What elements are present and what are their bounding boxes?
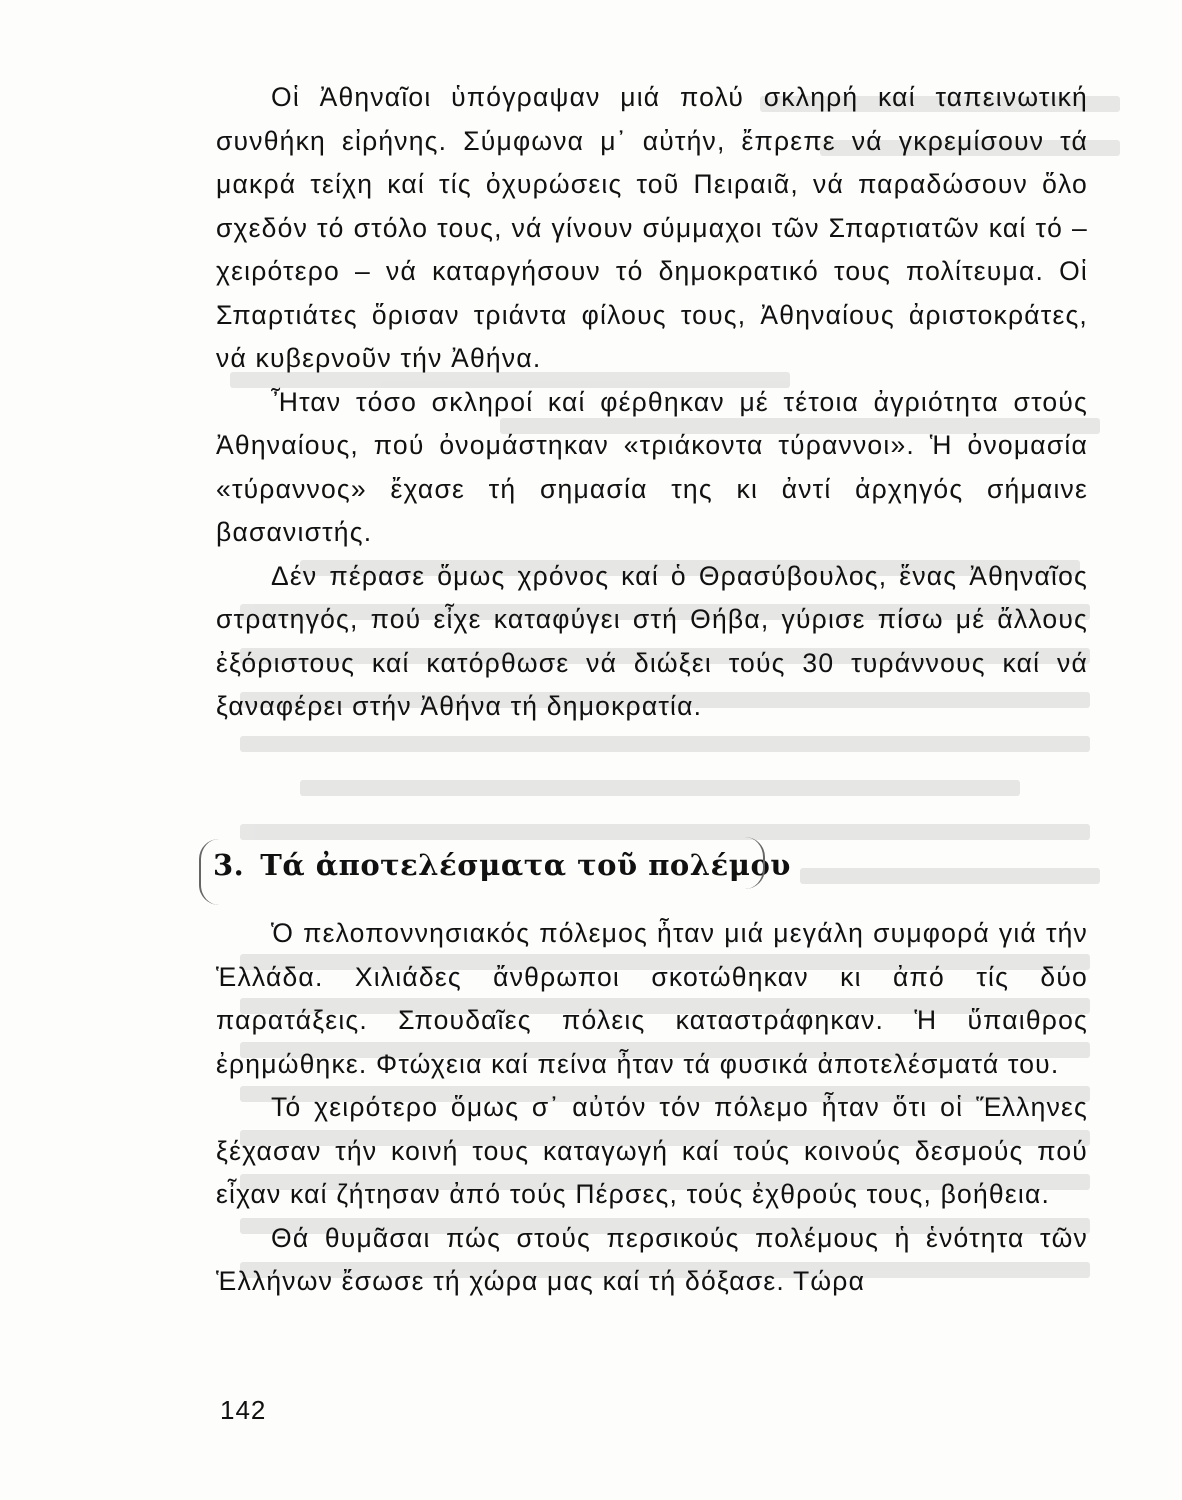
paragraph-persian-help: Τό χειρότερο ὅμως σ᾿ αὐτόν τόν πόλεμο ἦταν ὅτι οἱ Ἕλληνες ξέχασαν τήν κοινή τους καταγωγή καί τούς κοινούς δεσμούς πού εἶχαν καί ζήτησαν ἀπό τούς Πέρσες, τούς ἐχθρούς τους, βοήθεια. — [216, 1092, 1088, 1209]
paragraph-thirty-tyrants: Ἦταν τόσο σκληροί καί φέρθηκαν μέ τέτοια ἀγριότητα στούς Ἀθηναίους, πού ὀνομάστηκαν «τριάκοντα τύραννοι». Ἡ ὀνομασία «τύραννος» ἔχασε τή σημασία της κι ἀντί ἀρχηγός σήμαινε βασανιστής. — [216, 386, 1088, 547]
section-body-text — [216, 912, 1088, 1304]
paragraph-thrasybulus: Δέν πέρασε ὅμως χρόνος καί ὁ Θρασύβουλος, ἕνας Ἀθηναῖος στρατηγός, πού εἶχε καταφύγει στή Θήβα, γύρισε πίσω μέ ἄλλους ἐξόριστους καί κατόρθωσε νά διώξει τούς 30 τυράννους καί νά ξαναφέρει στήν Ἀθήνα τή δημοκρατία. — [216, 560, 1088, 721]
body-text — [216, 76, 1088, 729]
page-number: 142 — [220, 1395, 267, 1425]
section-title-text: Τά ἀποτελέσματα τοῦ πολέμου — [260, 848, 791, 882]
paragraph-greek-unity: Θά θυμᾶσαι πώς στούς περσικούς πολέμους ἡ ἑνότητα τῶν Ἑλλήνων ἔσωσε τή χώρα μας καί τή δόξασε. Τώρα — [216, 1222, 1088, 1296]
section-number: 3. — [213, 848, 245, 882]
section-title — [213, 845, 791, 885]
section-heading — [203, 843, 803, 905]
paragraph-war-consequences: Ὁ πελοποννησιακός πόλεμος ἦταν μιά μεγάλη συμφορά γιά τήν Ἑλλάδα. Χιλιάδες ἄνθρωποι σκοτώθηκαν κι ἀπό τίς δύο παρατάξεις. Σπουδαῖες πόλεις καταστράφηκαν. Ἡ ὕπαιθρος ἐρημώθηκε. Φτώχεια καί πείνα ἦταν τά φυσικά ἀποτελέσματά του. — [216, 918, 1088, 1079]
paragraph-peace-treaty: Οἱ Ἀθηναῖοι ὑπόγραψαν μιά πολύ σκληρή καί ταπεινωτική συνθήκη εἰρήνης. Σύμφωνα μ᾿ αὐτήν, ἔπρεπε νά γκρεμίσουν τά μακρά τείχη καί τίς ὀχυρώσεις τοῦ Πειραιᾶ, νά παραδώσουν ὅλο σχεδόν τό στόλο τους, νά γίνουν σύμμαχοι τῶν Σπαρτιατῶν καί τό – χειρότερο – νά καταργήσουν τό δημοκρατικό τους πολίτευμα. Οἱ Σπαρτιάτες ὅρισαν τριάντα φίλους τους, Ἀθηναίους ἀριστοκράτες, νά κυβερνοῦν τήν Ἀθήνα. — [216, 82, 1088, 373]
